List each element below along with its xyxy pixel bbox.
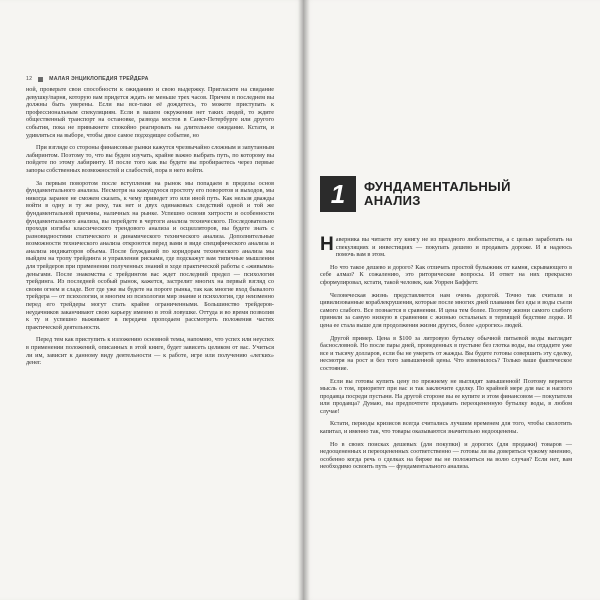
left-paragraph-4: Перед тем как приступить к изложению основной темы, напомню, что успех или неуспех в применении положений, описанных в этой книге, будет зависеть целиком от вас. Учиться ли им, зависит к данному виду деятельности — к работе, игре или получению «легких» денег. xyxy=(26,336,274,367)
left-paragraph-1: ной, проверьте свои способности к ожиданию и свою выдержку. Пригласите на свидание девушку/парня, которую вам придется ждать не меньше трех часов. Причем в последнем вы должны быть уверены. Если вы все-таки её дождетесь, то можете приступать к профессиональным спекуляциям. Если в вашем окружении нет таких людей, то ждите общественный транспорт на остановке, развода мостов в Санкт-Петербурге или другого события, пока не привыкнете спокойно реагировать на длительное ожидание. Кстати, и удивляться на выборе, чтобы двое самое подходящее событие, но xyxy=(26,86,274,139)
left-page-body xyxy=(26,86,274,372)
right-paragraph-3: Человеческая жизнь представляется нам очень дорогой. Точно так считали и цивилизованные кораблекрушения, которые после многих дней плавания без еды и воды съели самого слабого. Все познается в сравнении. И цена тем более. Поэтому жизни самого слабого приняли за самую низкую в сравнении с жизнью остальных в терпящей бедствие лодке. И цена ее стала выше для продолжения жизни других, более «дорогих» людей. xyxy=(320,291,572,329)
right-paragraph-5: Если вы готовы купить цену по прежнему не выглядят завышенной! Поэтому вернется мысль о том, приоритет при вас и так заключите сделку. По крайней мере для вас и наглого продавца посреди пустыни. На другой стороне вы ее купите и этом финансовом — покупателя или продавца? Думаю, вы предпочтете продавать переоцененную бутылку воды, в любом случае! xyxy=(320,377,572,415)
right-paragraph-4: Другой пример. Цена в $100 за литровую бутылку обычной питьевой воды выглядит баснословной. Но после пары дней, проведенных в пустыне без глотка воды, вы отдадите уже все и тысячу долларов, если бы не умереть от жажды. Вы будете готовы совершить эту сделку, несмотря на рост и без того завышенной цены. Что изменилось? Только ваше фактическое состояние. xyxy=(320,334,572,372)
page-number: 12 xyxy=(26,76,33,82)
chapter-number-box: 1 xyxy=(320,176,356,212)
chapter-heading xyxy=(320,176,511,212)
book-title: МАЛАЯ ЭНЦИКЛОПЕДИЯ ТРЕЙДЕРА xyxy=(49,76,149,82)
right-paragraph-6: Кстати, периоды кризисов всегда считались лучшим временем для того, чтобы сколотить капитал, и именно так, что товары оказываются значительно недооценены. xyxy=(320,420,572,436)
right-paragraph-2: Но что такое дешево и дорого? Как отличать простой булыжник от камня, скрывающего в себе алмаз? К сожалению, это риторические вопросы. И ответ на них прекрасно сформулировал, кстати, такой человек, как Уоррен Баффетт. xyxy=(320,263,572,286)
left-paragraph-2: При взгляде со стороны финансовые рынки кажутся чрезвычайно сложным и запутанным лабиринтом. Поэтому то, что вы будем изучать, крайне важно выбрать путь, по которому вы пойдете по этому лабиринту. И после того как вы будете вы пробираетесь через первые запоры собственных возможностей и слабостей, пора в него войти. xyxy=(26,144,274,174)
right-page-body xyxy=(320,236,572,476)
right-paragraph-1-text: аверника вы читаете эту книгу не из праздного любопытства, а с целью заработать на спекуляциях и инвестициях — покупать дешево и продавать дороже. И я надеюсь помочь вам в этом. xyxy=(335,236,572,259)
right-paragraph-7: Но в своих поисках дешевых (для покупки) и дорогих (для продажи) товаров — недооцененных и переоцененных соответственно — готовы ли вы доверяться чужому мнению, особенно когда речь о сделках на бирже вы не положиться на волю случая? Если нет, вам необходимо освоить путь — фундаментального анализа. xyxy=(320,440,572,471)
chapter-title-line-1: ФУНДАМЕНТАЛЬНЫЙ xyxy=(364,179,511,194)
chapter-title xyxy=(364,180,511,208)
drop-cap: Н xyxy=(320,234,334,255)
running-header xyxy=(26,76,149,82)
header-marker-icon xyxy=(38,77,43,82)
right-paragraph-1 xyxy=(320,236,572,259)
chapter-title-line-2: АНАЛИЗ xyxy=(364,193,421,208)
left-paragraph-3: За первым поворотом после вступления на рынок мы попадаем в пределы основ фундаментального анализа. Несмотря на кажущуюся простоту его поворотов и выходов, мы никогда заранее не сможем сказать, к чему приведет это или иной путь. Как нельзя дважды войти в одну и ту же реку, так нет и двух одинаковых следствий одной и той же фундаментальной причины, наличных на рынке. Успешно освоив хитрости и особенности фундаментального анализа, вы перейдете в чертоги анализа технического. Последовательно проходя изгибы классического трендового анализа и осцилляторов, вы будете знать с разновидностями статического и динамического технического анализа. Дополнительные возможности технического анализа откроются перед вами в виде специфического анализа и анализа индикаторов объема. После блужданий по коридорам технического анализа мы выйдем на тропу трейдинга и управления рисками, где подскажут вам типичные мышления для трейдеров при применении полученных знаний в ходе практической работы с «живыми» деньгами. После знакомства с трейдингом вас ждет последний предел — психология трейдинга. Из последней особый рынок, кажется, застрелит многих на первый взгляд со своим огнем и сладе. Вот где уже вы будете на пороге рынка, так как многие вход бывалого трейдера — от психологии, и многим из психологии мир знание и психология, где неизменно перед его трейдеры могут стать крайне ограниченными. Большинство трейдеров-неудачников заканчивают свою карьеру именно в этой ловушке. Оттуда и во время позволив к ту и успешно выживают в передачи проподаем рассмотреть положения частях практической деятельности. xyxy=(26,179,274,331)
